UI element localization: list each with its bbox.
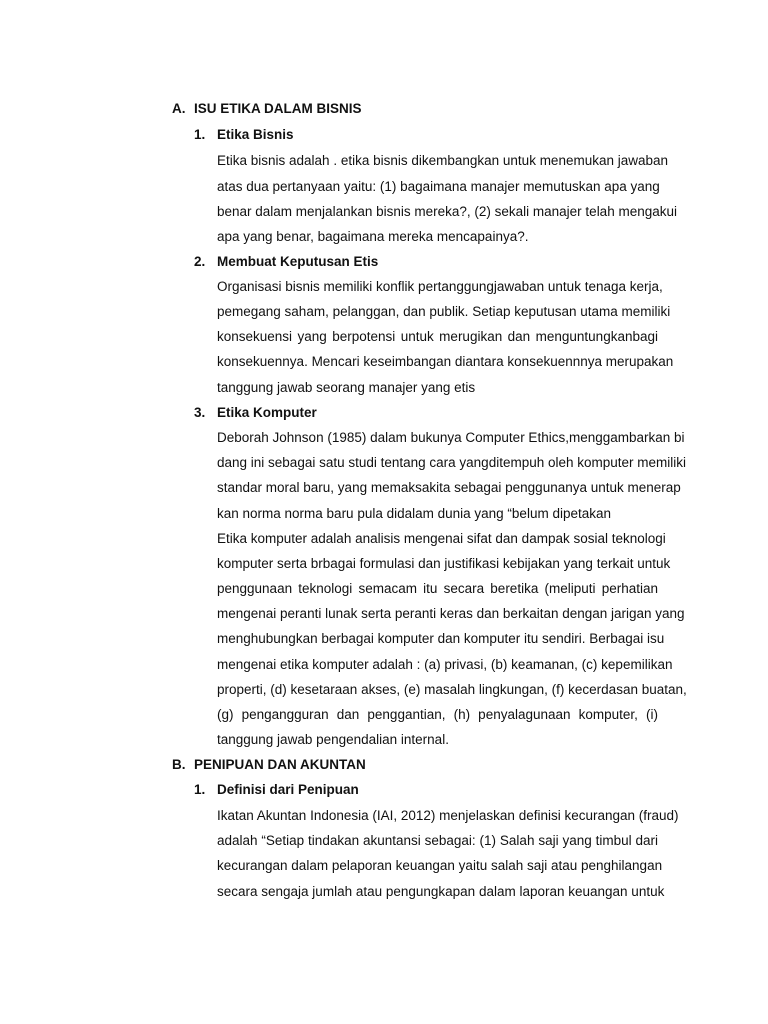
section-b-letter: B.	[172, 757, 186, 772]
paragraph-line: Deborah Johnson (1985) dalam bukunya Computer Ethics,menggambarkan bi	[217, 430, 685, 445]
paragraph-line: kan norma norma baru pula didalam dunia yang “belum dipetakan	[217, 506, 611, 521]
paragraph-line: kecurangan dalam pelaporan keuangan yaitu salah saji atau penghilangan	[217, 858, 663, 873]
paragraph-line: penggunaan teknologi semacam itu secara beretika (meliputi perhatian	[217, 581, 658, 596]
paragraph-line: mengenai peranti lunak serta peranti keras dan berkaitan dengan jarigan yang	[217, 606, 685, 621]
paragraph-line: (g) pengangguran dan penggantian, (h) penyalagunaan komputer, (i)	[217, 707, 658, 722]
subsection-a2-number: 2.	[194, 254, 206, 269]
paragraph-line: konsekuennya. Mencari keseimbangan diantara konsekuennnya merupakan	[217, 354, 674, 369]
paragraph-line: properti, (d) kesetaraan akses, (e) masalah lingkungan, (f) kecerdasan buatan,	[217, 682, 687, 697]
section-a-letter: A.	[172, 101, 186, 116]
paragraph-line: Etika komputer adalah analisis mengenai sifat dan dampak sosial teknologi	[217, 531, 666, 546]
subsection-a1-heading	[194, 127, 294, 142]
paragraph-line: standar moral baru, yang memaksakita sebagai penggunanya untuk menerap	[217, 480, 681, 495]
paragraph-line: secara sengaja jumlah atau pengungkapan dalam laporan keuangan untuk	[217, 884, 665, 899]
paragraph-line: atas dua pertanyaan yaitu: (1) bagaimana manajer memutuskan apa yang	[217, 179, 660, 194]
paragraph-line: menghubungkan berbagai komputer dan komputer itu sendiri. Berbagai isu	[217, 631, 665, 646]
subsection-b1-number: 1.	[194, 782, 206, 797]
paragraph-line: komputer serta brbagai formulasi dan justifikasi kebijakan yang terkait untuk	[217, 556, 671, 571]
paragraph-line: pemegang saham, pelanggan, dan publik. Setiap keputusan utama memiliki	[217, 304, 671, 319]
paragraph-line: Etika bisnis adalah . etika bisnis dikembangkan untuk menemukan jawaban	[217, 153, 669, 168]
subsection-a3-number: 3.	[194, 405, 206, 420]
paragraph-line: benar dalam menjalankan bisnis mereka?, (2) sekali manajer telah mengakui	[217, 204, 677, 219]
subsection-b1-title: Definisi dari Penipuan	[217, 782, 359, 797]
subsection-a2-heading	[194, 254, 378, 269]
subsection-a1-title: Etika Bisnis	[217, 127, 294, 142]
paragraph-line: Ikatan Akuntan Indonesia (IAI, 2012) menjelaskan definisi kecurangan (fraud)	[217, 808, 679, 823]
paragraph-line: Organisasi bisnis memiliki konflik pertanggungjawaban untuk tenaga kerja,	[217, 279, 663, 294]
paragraph-line: konsekuensi yang berpotensi untuk merugikan dan menguntungkanbagi	[217, 329, 658, 344]
subsection-b1-heading	[194, 782, 359, 797]
paragraph-line: tanggung jawab pengendalian internal.	[217, 732, 449, 747]
section-a-heading	[172, 101, 362, 116]
paragraph-line: mengenai etika komputer adalah : (a) privasi, (b) keamanan, (c) kepemilikan	[217, 657, 673, 672]
section-b-heading	[172, 757, 366, 772]
subsection-a3-heading	[194, 405, 317, 420]
subsection-a3-title: Etika Komputer	[217, 405, 317, 420]
subsection-a2-title: Membuat Keputusan Etis	[217, 254, 379, 269]
subsection-a1-number: 1.	[194, 127, 206, 142]
section-b-title: PENIPUAN DAN AKUNTAN	[194, 757, 366, 772]
paragraph-line: apa yang benar, bagaimana mereka mencapainya?.	[217, 229, 529, 244]
paragraph-line: adalah “Setiap tindakan akuntansi sebagai: (1) Salah saji yang timbul dari	[217, 833, 658, 848]
paragraph-line: dang ini sebagai satu studi tentang cara yangditempuh oleh komputer memiliki	[217, 455, 687, 470]
paragraph-line: tanggung jawab seorang manajer yang etis	[217, 380, 476, 395]
section-a-title: ISU ETIKA DALAM BISNIS	[194, 101, 362, 116]
